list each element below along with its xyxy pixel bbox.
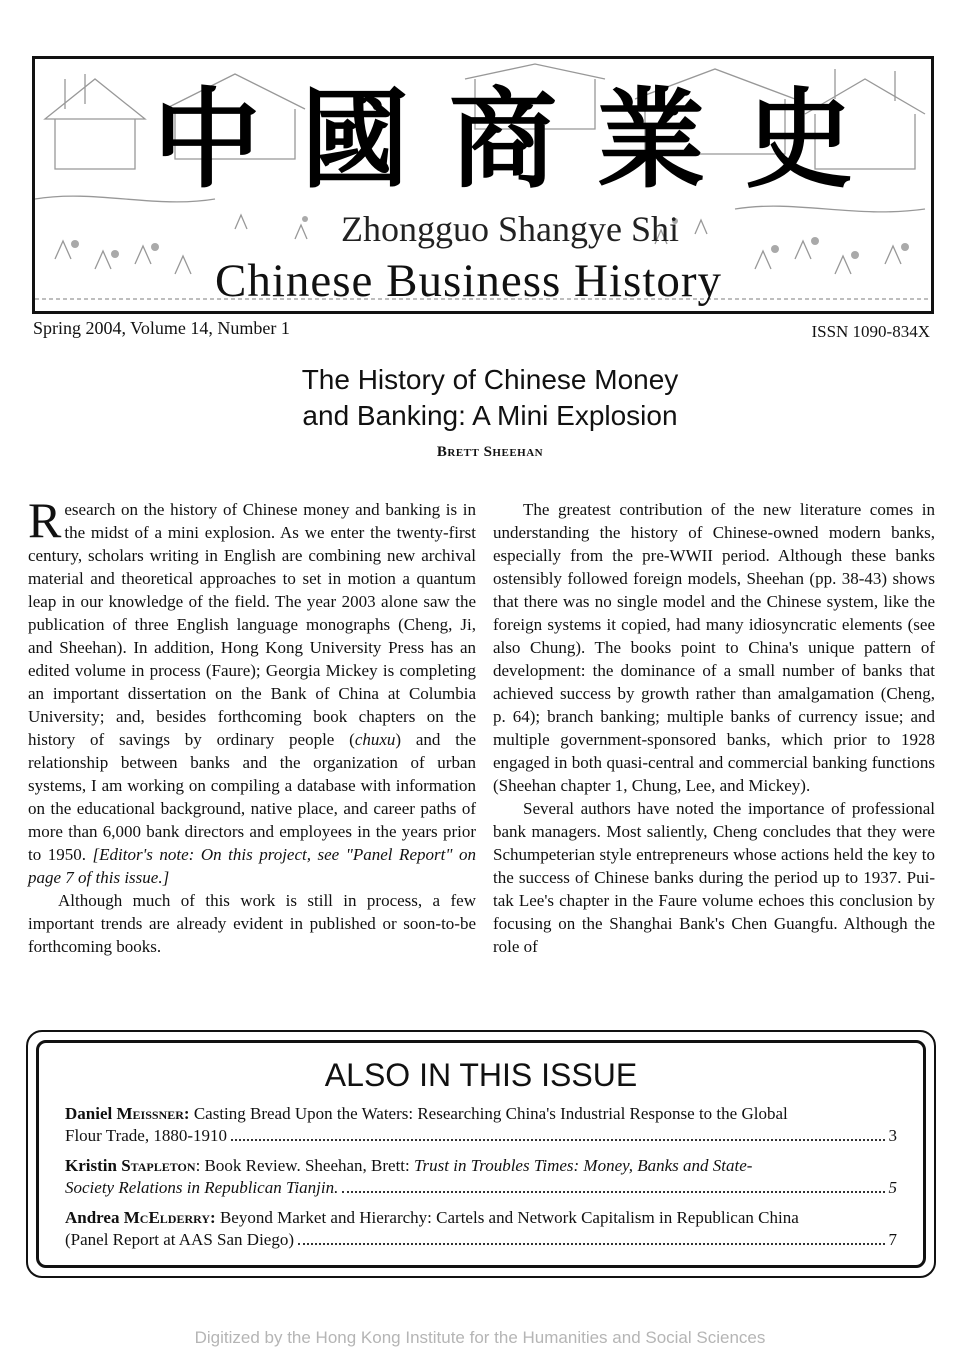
toc-author [65,1104,190,1123]
also-in-this-issue-inner [36,1040,926,1268]
article-column-left [28,492,476,958]
toc-entry[interactable] [65,1207,897,1251]
toc-entry[interactable] [65,1103,897,1147]
toc-title-cont: (Panel Report at AAS San Diego) [65,1230,294,1249]
romanized-title: Zhongguo Shangye Shi [341,209,679,249]
article-title-line-2: and Banking: A Mini Explosion [302,400,678,431]
toc-page: 5 [888,1178,897,1197]
toc-entry-line [65,1155,897,1177]
toc-title-cont: Flour Trade, 1880-1910 [65,1126,227,1145]
toc-author [65,1208,216,1227]
english-title: Chinese Business History [215,255,723,307]
editors-note: [Editor's note: On this project, see "Panel Report" on page 7 of this issue.] [28,845,476,887]
toc-author [65,1156,196,1175]
digitization-footer: Digitized by the Hong Kong Institute for the Humanities and Social Sciences [194,1328,766,1347]
toc-title-italic: Trust in Troubles Times: Money, Banks and State- [414,1156,753,1175]
toc-page: 3 [888,1126,897,1145]
issn: ISSN 1090-834X [811,322,930,341]
masthead [32,56,934,314]
toc-list [65,1103,897,1259]
author-last-name: McElderry: [123,1208,216,1227]
author-first-name: Daniel [65,1104,117,1123]
paragraph-text: esearch on the history of Chinese money and banking is in the midst of a mini explosion. As we enter the twenty-first century, scholars writing in English are combining new archival material and theoretical approaches to set in motion a quantum leap in our knowledge of the field. The year 2003 alone saw the publication of three English language monographs (Cheng, Ji, and Sheehan). In addition, Hong Kong University Press has an edited volume in process (Faure); Georgia Mickey is completing an important dissertation on the Bank of China at Columbia University; and, besides forthcoming book chapters on the history of savings by ordinary people ( [28,500,476,749]
leader-dots [298,1231,885,1245]
author-first-name: Kristin [65,1156,122,1175]
toc-title-cont: Society Relations in Republican Tianjin. [65,1178,339,1197]
toc-entry-line [65,1125,897,1147]
toc-entry-line [65,1177,897,1199]
italic-term: chuxu [354,730,396,749]
leader-dots [342,1179,884,1193]
article-column-right [493,498,935,958]
article-title [180,362,800,434]
toc-title: Casting Bread Upon the Waters: Researching China's Industrial Response to the Global [189,1104,788,1123]
paragraph: Several authors have noted the importance of professional bank managers. Most saliently, Cheng concludes that they were Schumpeterian style entrepreneurs whose actions held the key to the success of Chinese banks during the period up to 1937. Pui-tak Lee's chapter in the Faure volume echoes this conclusion by focusing on the Shanghai Bank's Chen Guangfu. Although the role of [493,799,935,956]
paragraph [28,492,476,889]
byline: Brett Sheehan [436,444,544,460]
toc-title: : Book Review. Sheehan, Brett: [195,1156,415,1175]
also-heading: ALSO IN THIS ISSUE [324,1057,638,1093]
author-last-name: Stapleton [121,1156,196,1175]
toc-entry-line [65,1103,897,1125]
also-in-this-issue-box [26,1030,936,1278]
author-last-name: Meissner: [116,1104,190,1123]
author-first-name: Andrea [65,1208,124,1227]
paragraph: Although much of this work is still in process, a few important trends are already evident in published or soon-to-be forthcoming books. [28,891,476,956]
issue-info: Spring 2004, Volume 14, Number 1 [33,318,290,338]
toc-entry[interactable] [65,1155,897,1199]
chinese-title: 中國商業史 [153,77,894,203]
paragraph-text: ) and the relationship between banks and the organization of urban systems, I am working on compiling a database with information on the educational background, native place, and career paths of more than 6,000 bank directors and employees in the years prior to 1950. [28,730,476,864]
drop-cap: R [28,492,62,548]
toc-entry-line [65,1207,897,1229]
leader-dots [231,1127,885,1141]
toc-title: Beyond Market and Hierarchy: Cartels and Network Capitalism in Republican China [215,1208,799,1227]
article-title-line-1: The History of Chinese Money [301,364,679,395]
toc-page: 7 [888,1230,897,1249]
toc-entry-line [65,1229,897,1251]
paragraph: The greatest contribution of the new literature comes in understanding the history of Chinese-owned modern banks, especially from the pre-WWII period. Although these banks ostensibly followed foreign models, Sheehan (pp. 38-43) shows that there was no single model and the Chinese system, like the foreign systems it copied, had many idiosyncratic elements (see also Chung). The books point to China's unique pattern of development: the dominance of a small number of banks that achieved success by growth rather than amalgamation (Cheng, p. 64); branch banking; multiple banks of currency issue; and multiple government-sponsored banks, which prior to 1928 engaged in both quasi-central and commercial banking functions (Sheehan chapter 1, Chung, Lee, and Mickey). [493,500,935,795]
